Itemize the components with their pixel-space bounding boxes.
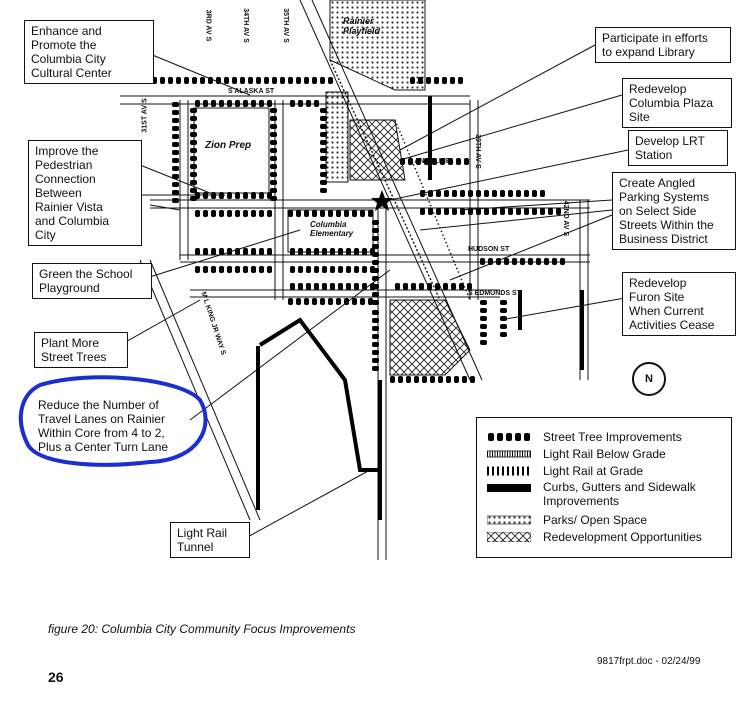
tree-dot xyxy=(372,342,379,347)
tree-dot xyxy=(422,376,427,383)
crosshatch-icon xyxy=(487,532,531,542)
tree-dot xyxy=(288,298,293,305)
tree-dot xyxy=(390,376,395,383)
tree-dot xyxy=(224,77,229,84)
callout-angled-parking: Create Angled Parking Systems on Select Side Streets Within the Business District xyxy=(612,172,736,250)
tree-dot xyxy=(480,258,485,265)
tree-dot xyxy=(420,208,425,215)
tree-dot xyxy=(524,190,529,197)
tree-dot xyxy=(270,116,277,121)
tree-dot xyxy=(235,266,240,273)
thick-line-icon xyxy=(487,483,531,493)
tree-dot xyxy=(459,283,464,290)
tree-dot xyxy=(211,100,216,107)
tree-dot xyxy=(338,266,343,273)
tree-dot xyxy=(470,376,475,383)
tree-dot xyxy=(256,77,261,84)
tree-dot xyxy=(438,376,443,383)
tree-dot xyxy=(436,190,441,197)
tree-dot xyxy=(354,266,359,273)
tree-dot xyxy=(372,326,379,331)
tree-dot xyxy=(560,258,565,265)
tree-dot xyxy=(338,283,343,290)
tree-dot xyxy=(500,308,507,313)
street-label-3rd: 3RD AV S xyxy=(204,9,212,42)
tree-dot xyxy=(500,324,507,329)
tree-dot xyxy=(427,283,432,290)
tree-dot xyxy=(243,100,248,107)
tree-dot xyxy=(267,210,272,217)
tree-dot xyxy=(500,208,505,215)
tree-dot xyxy=(211,266,216,273)
rainier-playfield-label: Rainier Playfield xyxy=(343,16,381,36)
tree-dot xyxy=(552,258,557,265)
tree-dot xyxy=(458,77,463,84)
tree-dot xyxy=(251,100,256,107)
tree-dot xyxy=(259,100,264,107)
tree-dot xyxy=(211,248,216,255)
legend-redevelopment: Redevelopment Opportunities xyxy=(487,529,702,545)
dots-icon xyxy=(487,432,531,442)
street-label-34th: 34TH AV S xyxy=(241,8,249,43)
tree-dot xyxy=(352,210,357,217)
tree-dot xyxy=(195,248,200,255)
tree-dot xyxy=(430,376,435,383)
street-label-35th: 35TH AV S xyxy=(281,8,289,43)
tree-dot xyxy=(172,150,179,155)
tree-dot xyxy=(172,102,179,107)
tree-dot xyxy=(468,190,473,197)
tree-dot xyxy=(372,350,379,355)
tree-dot xyxy=(227,266,232,273)
tree-dot xyxy=(372,310,379,315)
hatch-bars-icon xyxy=(487,466,531,476)
tree-dot xyxy=(354,283,359,290)
tree-dot xyxy=(336,210,341,217)
redevelopment-furon-area xyxy=(390,300,470,375)
zion-prep-label: Zion Prep xyxy=(205,140,252,151)
tree-dot xyxy=(312,210,317,217)
tree-dot xyxy=(227,210,232,217)
tree-dot xyxy=(372,318,379,323)
tree-dot xyxy=(172,166,179,171)
tree-dot xyxy=(304,77,309,84)
callout-cultural-center: Enhance and Promote the Columbia City Cultural Center xyxy=(24,20,154,84)
tree-dot xyxy=(436,208,441,215)
tree-dot xyxy=(320,188,327,193)
tree-dot xyxy=(270,108,277,113)
tree-dot xyxy=(454,376,459,383)
tree-dot xyxy=(352,298,357,305)
tree-dot xyxy=(444,190,449,197)
legend-parks: Parks/ Open Space xyxy=(487,512,647,528)
tree-dot xyxy=(320,210,325,217)
tree-dot xyxy=(500,332,507,337)
tree-dot xyxy=(398,376,403,383)
tree-dot xyxy=(320,164,327,169)
tree-dot xyxy=(372,268,379,273)
tree-dot xyxy=(410,77,415,84)
tree-dot xyxy=(336,298,341,305)
tree-dot xyxy=(200,77,205,84)
tree-dot xyxy=(184,77,189,84)
tree-dot xyxy=(516,190,521,197)
tree-dot xyxy=(368,210,373,217)
tree-dot xyxy=(264,77,269,84)
tree-dot xyxy=(288,210,293,217)
tree-dot xyxy=(172,198,179,203)
tree-dot xyxy=(492,208,497,215)
tree-dot xyxy=(235,210,240,217)
legend-curbs: Curbs, Gutters and Sidewalk Improvements xyxy=(487,480,696,510)
tree-dot xyxy=(372,334,379,339)
tree-dot xyxy=(360,210,365,217)
document-id: 9817frpt.doc - 02/24/99 xyxy=(597,656,701,667)
tree-dot xyxy=(270,124,277,129)
tree-dot xyxy=(320,172,327,177)
tree-dot xyxy=(160,77,165,84)
tree-dot xyxy=(290,266,295,273)
tree-dot xyxy=(414,376,419,383)
tree-dot xyxy=(403,283,408,290)
callout-lrt-station: Develop LRT Station xyxy=(628,130,728,166)
tree-dot xyxy=(172,110,179,115)
tree-dot xyxy=(270,148,277,153)
legend-street-trees: Street Tree Improvements xyxy=(487,429,682,445)
tree-dot xyxy=(243,266,248,273)
tree-dot xyxy=(270,188,277,193)
tree-dot xyxy=(419,283,424,290)
tree-dot xyxy=(172,182,179,187)
tree-dot xyxy=(418,77,423,84)
street-label-39th: 39TH AV S xyxy=(473,134,481,169)
hatch-thin-icon xyxy=(487,449,531,459)
tree-dot xyxy=(251,266,256,273)
tree-dot xyxy=(452,190,457,197)
tree-dot xyxy=(536,258,541,265)
tree-dot xyxy=(456,158,461,165)
street-label-edmunds: S EDMUNDS ST xyxy=(468,290,521,297)
tree-dot xyxy=(528,258,533,265)
tree-dot xyxy=(240,77,245,84)
tree-dot xyxy=(314,283,319,290)
tree-dot xyxy=(362,266,367,273)
tree-dot xyxy=(195,100,200,107)
tree-dot xyxy=(195,210,200,217)
tree-dot xyxy=(320,148,327,153)
park-strip xyxy=(326,92,348,182)
tree-dot xyxy=(328,298,333,305)
tree-dot xyxy=(288,77,293,84)
tree-dot xyxy=(320,116,327,121)
tree-dot xyxy=(203,248,208,255)
tree-dot xyxy=(346,266,351,273)
tree-dot xyxy=(219,210,224,217)
tree-dot xyxy=(259,266,264,273)
tree-dot xyxy=(270,164,277,169)
tree-dot xyxy=(484,190,489,197)
tree-dot xyxy=(322,283,327,290)
tree-dot xyxy=(320,156,327,161)
callout-street-trees: Plant More Street Trees xyxy=(34,332,128,368)
tree-dot xyxy=(304,298,309,305)
tree-dot xyxy=(320,180,327,185)
tree-dot xyxy=(411,283,416,290)
tree-dot xyxy=(296,298,301,305)
tree-dot xyxy=(532,208,537,215)
legend-light-rail-below: Light Rail Below Grade xyxy=(487,446,666,462)
tree-dot xyxy=(452,208,457,215)
figure-caption: figure 20: Columbia City Community Focus Improvements xyxy=(48,622,356,636)
tree-dot xyxy=(320,298,325,305)
tree-dot xyxy=(346,283,351,290)
tree-dot xyxy=(372,366,379,371)
tree-dot xyxy=(227,100,232,107)
tree-dot xyxy=(451,283,456,290)
tree-dot xyxy=(556,208,561,215)
tree-dot xyxy=(322,266,327,273)
tree-dot xyxy=(203,100,208,107)
tree-dot xyxy=(320,132,327,137)
tree-dot xyxy=(172,126,179,131)
tree-dot xyxy=(372,292,379,297)
tree-dot xyxy=(508,208,513,215)
tree-dot xyxy=(372,252,379,257)
tree-dot xyxy=(259,210,264,217)
map-legend xyxy=(476,417,732,558)
callout-pedestrian: Improve the Pedestrian Connection Between Rainier Vista and Columbia City xyxy=(28,140,142,246)
tree-dot xyxy=(172,134,179,139)
tree-dot xyxy=(219,266,224,273)
tree-dot xyxy=(312,77,317,84)
tree-dot xyxy=(434,77,439,84)
tree-dot xyxy=(320,140,327,145)
tree-dot xyxy=(320,108,327,113)
tree-dot xyxy=(219,100,224,107)
tree-dot xyxy=(211,210,216,217)
tree-dot xyxy=(320,77,325,84)
tree-dot xyxy=(372,358,379,363)
tree-dot xyxy=(460,190,465,197)
rainier-playfield xyxy=(330,0,425,90)
tree-dot xyxy=(172,118,179,123)
tree-dot xyxy=(243,210,248,217)
tree-dot xyxy=(290,100,295,107)
tree-dot xyxy=(251,248,256,255)
callout-plaza: Redevelop Columbia Plaza Site xyxy=(622,78,732,128)
tree-dot xyxy=(267,100,272,107)
tree-dot xyxy=(243,248,248,255)
tree-dot xyxy=(540,208,545,215)
tree-dot xyxy=(306,100,311,107)
tree-dot xyxy=(248,77,253,84)
tree-dot xyxy=(270,180,277,185)
tree-dot xyxy=(428,208,433,215)
tree-dot xyxy=(251,210,256,217)
tree-dot xyxy=(290,283,295,290)
tree-dot xyxy=(480,340,487,345)
tree-dot xyxy=(360,298,365,305)
tree-dot xyxy=(306,283,311,290)
tree-dot xyxy=(270,172,277,177)
tree-dot xyxy=(195,266,200,273)
tree-dot xyxy=(480,332,487,337)
tree-dot xyxy=(270,156,277,161)
tree-dot xyxy=(443,283,448,290)
tree-dot xyxy=(267,248,272,255)
tree-dot xyxy=(516,208,521,215)
tree-dot xyxy=(406,376,411,383)
tree-dot xyxy=(520,258,525,265)
tree-dot xyxy=(462,376,467,383)
callout-furon: Redevelop Furon Site When Current Activities Cease xyxy=(622,272,736,336)
columbia-elementary-label: Columbia Elementary xyxy=(310,220,354,238)
tree-dot xyxy=(298,266,303,273)
tree-dot xyxy=(172,142,179,147)
street-label-angeline: S ANGELINE xyxy=(408,158,451,165)
tree-dot xyxy=(508,190,513,197)
tree-dot xyxy=(548,208,553,215)
tree-dot xyxy=(444,208,449,215)
tree-dot xyxy=(232,77,237,84)
tree-dot xyxy=(492,190,497,197)
tree-dot xyxy=(460,208,465,215)
tree-dot xyxy=(172,158,179,163)
tree-dot xyxy=(298,283,303,290)
tree-dot xyxy=(203,266,208,273)
tree-dot xyxy=(176,77,181,84)
tree-dot xyxy=(270,132,277,137)
street-label-hudson: HUDSON ST xyxy=(468,246,510,253)
tree-dot xyxy=(298,100,303,107)
tree-dot xyxy=(450,77,455,84)
page-number: 26 xyxy=(48,669,64,685)
tree-dot xyxy=(540,190,545,197)
street-label-alaska: S ALASKA ST xyxy=(228,88,275,95)
tree-dot xyxy=(314,266,319,273)
tree-dot xyxy=(330,283,335,290)
tree-dot xyxy=(500,300,507,305)
tree-dot xyxy=(435,283,440,290)
tree-dot xyxy=(235,100,240,107)
north-arrow-icon: N xyxy=(632,362,666,396)
tree-dot xyxy=(372,260,379,265)
tree-dot xyxy=(270,140,277,145)
tree-dot xyxy=(203,210,208,217)
callout-travel-lanes: Reduce the Number of Travel Lanes on Rainier Within Core from 4 to 2, Plus a Center Turn Lane xyxy=(38,398,169,454)
tree-dot xyxy=(476,190,481,197)
callout-library: Participate in efforts to expand Library xyxy=(595,27,731,63)
tree-dot xyxy=(296,77,301,84)
callout-light-rail-tunnel: Light Rail Tunnel xyxy=(170,522,250,558)
tree-dot xyxy=(306,266,311,273)
street-label-mlk: M L KING JR WAY S xyxy=(199,291,227,356)
tree-dot xyxy=(192,77,197,84)
callout-playground: Green the School Playground xyxy=(32,263,152,299)
tree-dot xyxy=(512,258,517,265)
tree-dot xyxy=(272,77,277,84)
tree-dot xyxy=(259,248,264,255)
tree-dot xyxy=(312,298,317,305)
tree-dot xyxy=(480,308,487,313)
dotted-fill-icon xyxy=(487,515,531,525)
tree-dot xyxy=(532,190,537,197)
street-label-42nd: 42ND AV S xyxy=(562,200,570,237)
street-label-31st: 31ST AV S xyxy=(141,98,149,133)
tree-dot xyxy=(314,100,319,107)
tree-dot xyxy=(372,300,379,305)
tree-dot xyxy=(480,300,487,305)
tree-dot xyxy=(168,77,173,84)
tree-dot xyxy=(484,208,489,215)
tree-dot xyxy=(320,124,327,129)
tree-dot xyxy=(480,324,487,329)
tree-dot xyxy=(446,376,451,383)
tree-dot xyxy=(344,210,349,217)
tree-dot xyxy=(442,77,447,84)
tree-dot xyxy=(500,190,505,197)
legend-light-rail-grade: Light Rail at Grade xyxy=(487,463,643,479)
tree-dot xyxy=(467,283,472,290)
tree-dot xyxy=(172,190,179,195)
tree-dot xyxy=(426,77,431,84)
tree-dot xyxy=(504,258,509,265)
tree-dot xyxy=(524,208,529,215)
tree-dot xyxy=(280,77,285,84)
tree-dot xyxy=(328,210,333,217)
tree-dot xyxy=(480,316,487,321)
tree-dot xyxy=(395,283,400,290)
tree-dot xyxy=(544,258,549,265)
tree-dot xyxy=(296,210,301,217)
tree-dot xyxy=(330,266,335,273)
tree-dot xyxy=(328,77,333,84)
tree-dot xyxy=(304,210,309,217)
tree-dot xyxy=(464,158,469,165)
tree-dot xyxy=(267,266,272,273)
